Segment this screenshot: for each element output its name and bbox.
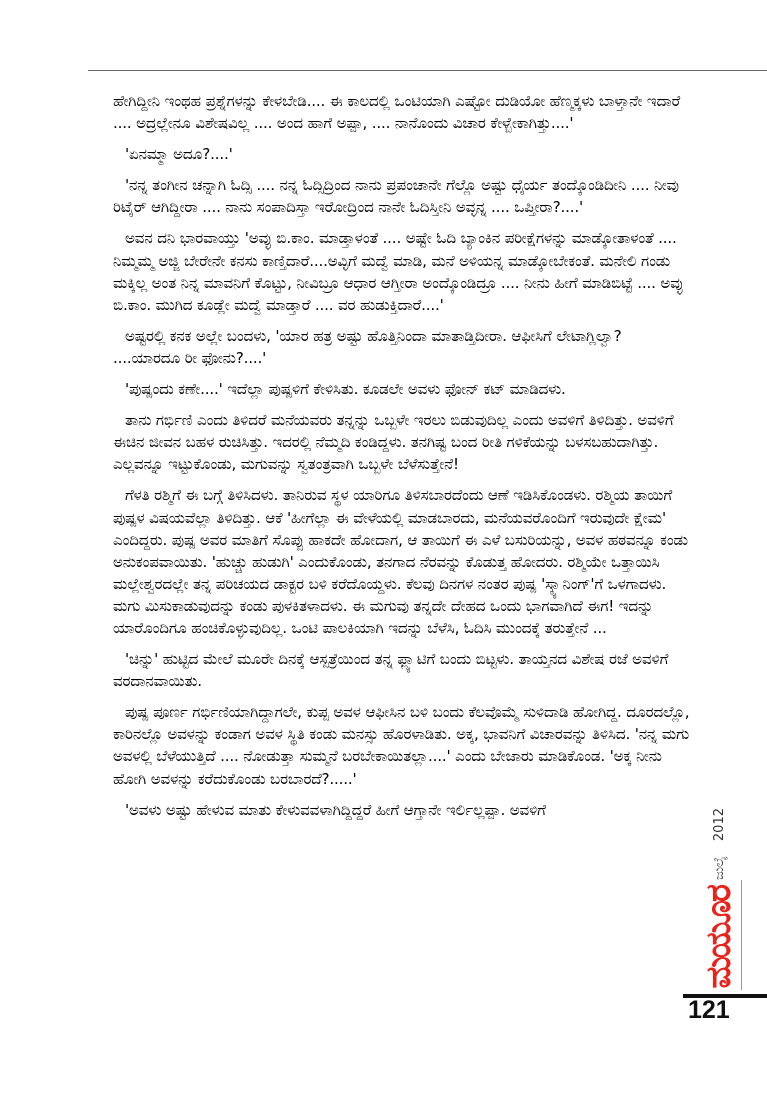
paragraph: 'ಅವಳು ಅಷ್ಟು ಹೇಳುವ ಮಾತು ಕೇಳುವವಳಾಗಿದ್ದಿದ್ದರೆ ಹೀಗೆ ಆಗ್ತಾನೇ ಇರ್ಲಿಲ್ಲಪ್ಪಾ. ಅವಳಿಗೆ [125,800,546,819]
issue-month: ಜುಲೈ [712,856,727,880]
issue-year: 2012 [712,808,727,842]
paragraph: ಅವನ ದನಿ ಭಾರವಾಯ್ತು 'ಅವ್ಳು ಬಿ.ಕಾಂ. ಮಾಡ್ತಾಳಂತೆ .... ಅಷ್ಟೇ ಓದಿ ಬ್ಯಾಂಕಿನ ಪರೀಕ್ಷೆಗಳನ್ನು ಮಾಡ್ಕೋತಾಳಂತೆ .... ನಿಮ್ಮಮ್ಮ ಅಜ್ಜಿ ಬೇರೇನೇ ಕನಸು ಕಾಣ್ತಿದಾರೆ....ಅವ್ಳಿಗೆ ಮದ್ವೆ ಮಾಡಿ, ಮನೆ ಅಳಿಯನ್ನ ಮಾಡ್ಕೋಬೇಕಂತೆ. ಮನೇಲಿ ಗಂಡು ಮಕ್ಕಿಲ್ಲ ಅಂತ ನಿನ್ನ ಮಾವನಿಗೆ ಕೊಟ್ಟು, ನೀವಿಬ್ರೂ ಆಧಾರ ಆಗ್ತೀರಾ ಅಂದ್ಕೊಂಡಿದ್ರೂ .... ನೀನು ಹೀಗೆ ಮಾಡಿಬಿಟ್ಟೆ .... ಅವ್ಳು ಬಿ.ಕಾಂ. ಮುಗಿದ ಕೂಡ್ಲೇ ಮದ್ವೆ ಮಾಡ್ತಾರೆ .... ವರ ಹುಡುಕ್ತಿದಾರೆ....' [113,229,688,314]
paragraph: ಅಷ್ಟರಲ್ಲಿ ಕನಕ ಅಲ್ಲೇ ಬಂದಳು, 'ಯಾರ ಹತ್ರ ಅಷ್ಟು ಹೊತ್ತಿನಿಂದಾ ಮಾತಾಡ್ತಿದೀರಾ. ಆಫೀಸಿಗೆ ಲೇಟಾಗ್ಲಿಲ್ವಾ? ....ಯಾರದೂ ರೀ ಫೋನು?....' [113,326,627,367]
paragraph: ಪುಷ್ಪ ಪೂರ್ಣ ಗರ್ಭಿಣಿಯಾಗಿದ್ದಾಗಲೇ, ಕುಪ್ಪ ಅವಳ ಆಫೀಸಿನ ಬಳಿ ಬಂದು ಕೆಲವೊಮ್ಮೆ ಸುಳಿದಾಡಿ ಹೋಗಿದ್ದ. ದೂರದಲ್ಲೊ, ಕಾರಿನಲ್ಲೊ ಅವಳನ್ನು ಕಂಡಾಗ ಅವಳ ಸ್ಥಿತಿ ಕಂಡು ಮನಸ್ಸು ಹೊರಳಾಡಿತು. ಅಕ್ಕ, ಭಾವನಿಗೆ ವಿಚಾರವನ್ನು ತಿಳಿಸಿದ. 'ನನ್ನ ಮಗು ಅವಳಲ್ಲಿ ಬೆಳೆಯುತ್ತಿದೆ .... ನೋಡುತ್ತಾ ಸುಮ್ಮನೆ ಬರಬೇಕಾಯಿತಲ್ಲಾ....' ಎಂದು ಬೇಜಾರು ಮಾಡಿಕೊಂಡ. 'ಅಕ್ಕ ನೀನು ಹೋಗಿ ಅವಳನ್ನು ಕರೆದುಕೊಂಡು ಬರಬಾರದೆ?.....' [113,703,695,788]
paragraph: ಹೇಗಿದ್ದೀನಿ ಇಂಥಹ ಪ್ರಶ್ನೆಗಳನ್ನು ಕೇಳಬೇಡಿ.... ಈ ಕಾಲದಲ್ಲಿ ಒಂಟಿಯಾಗಿ ಎಷ್ಟೋ ದುಡಿಯೋ ಹೆಣ್ಮಕ್ಕಳು ಬಾಳ್ತಾನೇ ಇದಾರೆ .... ಅದ್ರಲ್ಲೇನೂ ವಿಶೇಷವಿಲ್ಲ .... ಅಂದ ಹಾಗೆ ಅಪ್ಪಾ, .... ನಾನೊಂದು ವಿಚಾರ ಕೇಳ್ಬೇಕಾಗಿತ್ತು....' [113,92,685,133]
magazine-logo [699,887,739,987]
article-body [113,90,695,830]
paragraph: 'ಪುಷ್ಪಂದು ಕಣೇ....' ಇದೆಲ್ಲಾ ಪುಷ್ಪಳಿಗೆ ಕೇಳಿಸಿತು. ಕೂಡಲೇ ಅವಳು ಫೋನ್ ಕಟ್ ಮಾಡಿದಳು. [125,380,566,399]
paragraph: ತಾನು ಗರ್ಭಿಣಿ ಎಂದು ತಿಳಿದರೆ ಮನೆಯವರು ತನ್ನನ್ನು ಒಬ್ಬಳೇ ಇರಲು ಬಿಡುವುದಿಲ್ಲ ಎಂದು ಅವಳಿಗೆ ತಿಳಿದಿತ್ತು. ಅವಳಿಗೆ ಈಚಿನ ಜೀವನ ಬಹಳ ರುಚಿಸಿತ್ತು. ಇದರಲ್ಲಿ ನೆಮ್ಮದಿ ಕಂಡಿದ್ದಳು. ತನಗಿಷ್ಟ ಬಂದ ರೀತಿ ಗಳಿಕೆಯನ್ನು ಬಳಸಬಹುದಾಗಿತ್ತು. ಎಲ್ಲವನ್ನೂ ಇಟ್ಟುಕೊಂಡು, ಮಗುವನ್ನು ಸ್ವತಂತ್ರವಾಗಿ ಒಬ್ಬಳೇ ಬೆಳೆಸುತ್ತೇನೆ! [113,411,679,474]
paragraph: 'ಚಿನ್ನು' ಹುಟ್ಟಿದ ಮೇಲೆ ಮೂರೇ ದಿನಕ್ಕೆ ಆಸ್ಪತ್ರೆಯಿಂದ ತನ್ನ ಫ್ಲ್ಯಾಟಿಗೆ ಬಂದು ಬಿಟ್ಟಳು. ತಾಯ್ತನದ ವಿಶೇಷ ರಜೆ ಅವಳಿಗೆ ವರದಾನವಾಯಿತು. [113,650,673,691]
sidebar-divider [741,880,742,990]
paragraph: 'ನನ್ನ ತಂಗೀನ ಚನ್ನಾಗಿ ಓದ್ಸಿ .... ನನ್ನ ಓದ್ಸಿದ್ರಿಂದ ನಾನು ಪ್ರಪಂಚಾನೇ ಗೆಲ್ಲೊ ಅಷ್ಟು ಧೈರ್ಯ ತಂದ್ಕೊಂಡಿದೀನಿ .... ನೀವು ರಿಟೈರ್ ಆಗಿದ್ದೀರಾ .... ನಾನು ಸಂಪಾದಿಸ್ತಾ ಇರೋದ್ರಿಂದ ನಾನೇ ಓದಿಸ್ತೀನಿ ಅವ್ಳನ್ನ .... ಒಪ್ತೀರಾ?....' [113,176,684,217]
paragraph: ಗೆಳತಿ ರಶ್ಮಿಗೆ ಈ ಬಗ್ಗೆ ತಿಳಿಸಿದಳು. ತಾನಿರುವ ಸ್ಥಳ ಯಾರಿಗೂ ತಿಳಿಸಬಾರದೆಂದು ಆಣೆ ಇಡಿಸಿಕೊಂಡಳು. ರಶ್ಮಿಯ ತಾಯಿಗೆ ಪುಷ್ಪಳ ವಿಷಯವೆಲ್ಲಾ ತಿಳಿದಿತ್ತು. ಆಕೆ 'ಹೀಗೆಲ್ಲಾ ಈ ವೇಳೆಯಲ್ಲಿ ಮಾಡಬಾರದು, ಮನೆಯವರೊಂದಿಗೆ ಇರುವುದೇ ಕ್ಷೇಮ' ಎಂದಿದ್ದರು. ಪುಷ್ಪ ಅವರ ಮಾತಿಗೆ ಸೊಪ್ಪು ಹಾಕದೇ ಹೋದಾಗ, ಆ ತಾಯಿಗೆ ಈ ಎಳೆ ಬಸುರಿಯನ್ನು, ಅವಳ ಹಠವನ್ನೂ ಕಂಡು ಅನುಕಂಪವಾಯಿತು. 'ಹುಚ್ಚು ಹುಡುಗಿ' ಎಂದುಕೊಂಡು, ತನಗಾದ ನೆರವನ್ನು ಕೊಡುತ್ತ ಹೋದರು. ರಶ್ಮಿಯೇ ಒತ್ತಾಯಿಸಿ ಮಲ್ಲೇಶ್ವರದಲ್ಲೇ ತನ್ನ ಪರಿಚಯದ ಡಾಕ್ಟರ ಬಳಿ ಕರೆದೊಯ್ದಳು. ಕೆಲವು ದಿನಗಳ ನಂತರ ಪುಷ್ಪ 'ಸ್ಕ್ಯಾನಿಂಗ್'ಗೆ ಒಳಗಾದಳು. ಮಗು ಮಿಸುಕಾಡುವುದನ್ನು ಕಂಡು ಪುಳಕಿತಳಾದಳು. ಈ ಮಗುವು ತನ್ನದೇ ದೇಹದ ಒಂದು ಭಾಗವಾಗಿದೆ ಈಗ! ಇದನ್ನು ಯಾರೊಂದಿಗೂ ಹಂಚಿಕೊಳ್ಳುವುದಿಲ್ಲ. ಒಂಟಿ ಪಾಲಕಿಯಾಗಿ ಇದನ್ನು ಬೆಳೆಸಿ, ಓದಿಸಿ ಮುಂದಕ್ಕೆ ತರುತ್ತೇನೆ ... [113,486,693,637]
paragraph: 'ಏನಮ್ಮಾ ಅದೂ?....' [125,145,233,164]
magazine-logo-text: ಮಯೂರ [699,885,739,989]
top-rule [88,70,767,71]
page-number: 121 [688,996,730,1024]
